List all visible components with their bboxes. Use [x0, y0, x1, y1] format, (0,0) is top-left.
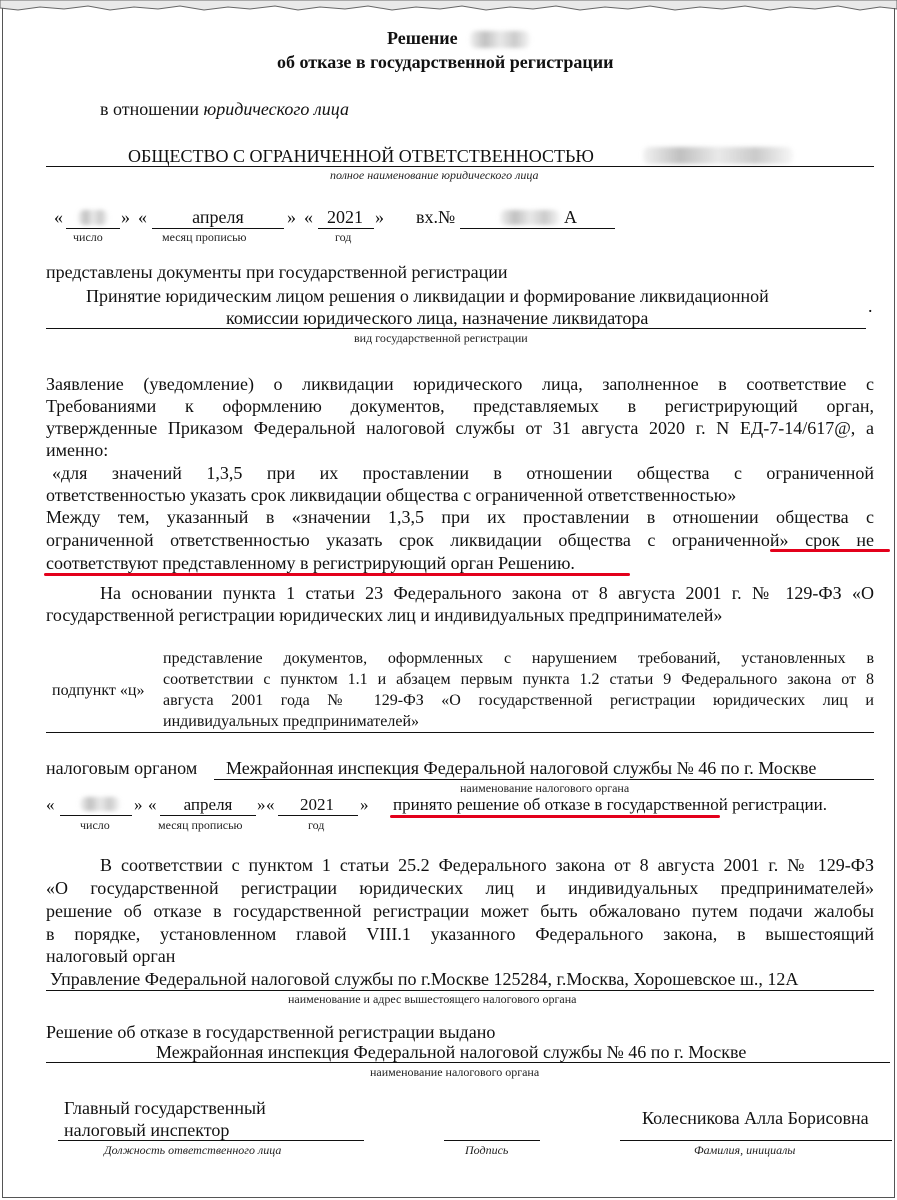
document-subtitle: об отказе в государственной регистрации [277, 52, 614, 72]
redacted-day [78, 210, 108, 225]
decision-caption-year: год [308, 818, 325, 832]
registration-type-caption: вид государственной регистрации [354, 331, 528, 345]
appeal-line2: «О государственной регистрации юридических лиц и индивидуальных предпринимателей» [46, 878, 874, 898]
caption-year: год [335, 230, 352, 244]
decision-open-quote-month: « [148, 795, 157, 814]
p2-line2: ответственностью указать срок ликвидации общества с ограниченной ответственностью» [46, 485, 737, 505]
subject-line [100, 99, 349, 120]
clause-label: подпункт «ц» [52, 682, 145, 699]
highlight-underline-2 [44, 573, 630, 576]
date-open-quote-year: « [304, 207, 313, 227]
signature-caption-sign: Подпись [465, 1143, 509, 1157]
signature-caption-position: Должность ответственного лица [104, 1143, 282, 1157]
incoming-line [460, 228, 615, 229]
decision-day-line [60, 815, 132, 816]
clause-line2: соответствии с пунктом 1.1 и абзацем первым пункта 1.2 статьи 9 Федерального закона от 8 [163, 671, 874, 688]
entity-type: юридического лица [203, 99, 349, 119]
p1-line3: утвержденные Приказом Федеральной налоговой службы от 31 августа 2020 г. N ЕД-7-14/617@, а [46, 418, 874, 438]
registration-type-line1: Принятие юридическим лицом решения о ликвидации и формирование ликвидационной [86, 286, 769, 306]
signature-sign-line [444, 1140, 540, 1141]
signature-position-line [58, 1140, 364, 1141]
incoming-label: вх.№ [416, 207, 456, 227]
signature-name-line [620, 1140, 892, 1141]
redacted-org-name [643, 147, 793, 164]
caption-month: месяц прописью [162, 230, 247, 244]
tax-authority-name: Межрайонная инспекция Федеральной налоговой службы № 46 по г. Москве [226, 758, 817, 778]
issued-caption: наименование налогового органа [370, 1065, 540, 1079]
highlight-underline-3 [390, 815, 720, 818]
appeal-line1: В соответствии с пунктом 1 статьи 25.2 Федерального закона от 8 августа 2001 г. № 129-ФЗ [100, 855, 874, 875]
date-open-quote-day: « [54, 207, 63, 227]
p3-line3: соответствуют представленному в регистрирующий орган Решению. [46, 553, 575, 573]
p3-line1: Между тем, указанный в «значении 1,3,5 при их проставлении в отношении общества с [46, 507, 874, 527]
decision-caption-day: число [80, 818, 110, 832]
appeal-authority-line [46, 990, 874, 991]
decision-close-quote-day: » [134, 795, 143, 814]
decision-open-quote-year: « [266, 795, 275, 814]
p4-line1: На основании пункта 1 статьи 23 Федерального закона от 8 августа 2001 г. № 129-ФЗ «О [100, 583, 874, 603]
p4-line2: государственной регистрации юридических лиц и индивидуальных предпринимателей» [46, 605, 723, 625]
tax-authority-caption: наименование налогового органа [460, 781, 630, 795]
subject-prefix: в отношении [100, 99, 200, 119]
signature-position-line2: налоговый инспектор [64, 1120, 230, 1140]
document-title: Решение [387, 28, 458, 48]
signature-caption-name: Фамилия, инициалы [694, 1143, 796, 1157]
year-line [318, 228, 374, 229]
decision-month-line [160, 815, 256, 816]
decision-open-quote-day: « [46, 795, 55, 814]
redacted-incoming-number [500, 210, 560, 225]
appeal-authority-caption: наименование и адрес вышестоящего налогового органа [288, 992, 577, 1006]
incoming-suffix: А [564, 207, 577, 227]
decision-caption-month: месяц прописью [158, 818, 243, 832]
decision-year-line [278, 815, 358, 816]
highlight-underline-1 [770, 549, 890, 552]
appeal-line3: решение об отказе в государственной регистрации может быть обжаловано путем подачи жалобы [46, 901, 874, 921]
decision-close-quote-year: » [360, 795, 369, 814]
p1-line2: Требованиями к оформлению документов, представляемых в регистрирующий орган, [46, 396, 874, 416]
p3-line2: ограниченной ответственностью указать срок ликвидации общества с ограниченной» срок не [46, 530, 874, 550]
registration-type-line2: комиссии юридического лица, назначение ликвидатора [226, 308, 649, 328]
date-close-quote-month: » [287, 207, 296, 227]
clause-bottom-line [46, 732, 874, 733]
decision-month: апреля [183, 795, 233, 814]
clause-line3: августа 2001 года № 129-ФЗ «О государственной регистрации юридических лиц и [163, 692, 874, 709]
issued-by: Межрайонная инспекция Федеральной налоговой службы № 46 по г. Москве [156, 1042, 747, 1062]
redacted-decision-day [80, 797, 120, 811]
month-line [152, 228, 284, 229]
appeal-line4: в порядке, установленном главой VIII.1 указанного Федерального закона, в вышестоящий [46, 924, 874, 944]
p1-line1: Заявление (уведомление) о ликвидации юридического лица, заполненное в соответствие с [46, 374, 874, 394]
year-value: 2021 [327, 207, 363, 227]
org-name: ОБЩЕСТВО С ОГРАНИЧЕННОЙ ОТВЕТСТВЕННОСТЬЮ [128, 146, 594, 166]
org-name-line [46, 166, 874, 167]
decision-year: 2021 [300, 795, 334, 814]
issued-by-line [46, 1062, 890, 1063]
caption-day: число [73, 230, 103, 244]
redacted-number [470, 31, 530, 48]
month-value: апреля [192, 207, 244, 227]
appeal-authority: Управление Федеральной налоговой службы по г.Москве 125284, г.Москва, Хорошевское ш., 12А [50, 969, 799, 989]
registration-dot: . [868, 296, 873, 316]
registration-type-line [46, 328, 866, 329]
tax-authority-line [214, 779, 874, 780]
signature-position-line1: Главный государственный [64, 1098, 266, 1118]
signature-name: Колесникова Алла Борисовна [642, 1108, 869, 1128]
registration-intro: представлены документы при государственной регистрации [46, 262, 508, 282]
appeal-line5: налоговый орган [46, 946, 176, 966]
date-close-quote-year: » [375, 207, 384, 227]
date-close-quote-day: » [121, 207, 130, 227]
clause-line4: индивидуальных предпринимателей» [163, 713, 419, 730]
org-name-caption: полное наименование юридического лица [330, 168, 539, 182]
decision-close-quote-month: » [257, 795, 266, 814]
issued-label: Решение об отказе в государственной регистрации выдано [46, 1022, 496, 1042]
tax-authority-label: налоговым органом [46, 758, 198, 778]
p1-line4: именно: [46, 440, 109, 460]
decision-statement: принято решение об отказе в государственной регистрации. [393, 795, 827, 814]
clause-line1: представление документов, оформленных с нарушением требований, установленных в [163, 650, 874, 667]
p2-line1: «для значений 1,3,5 при их проставлении в отношении общества с ограниченной [52, 463, 874, 483]
day-line [66, 228, 120, 229]
date-open-quote-month: « [138, 207, 147, 227]
